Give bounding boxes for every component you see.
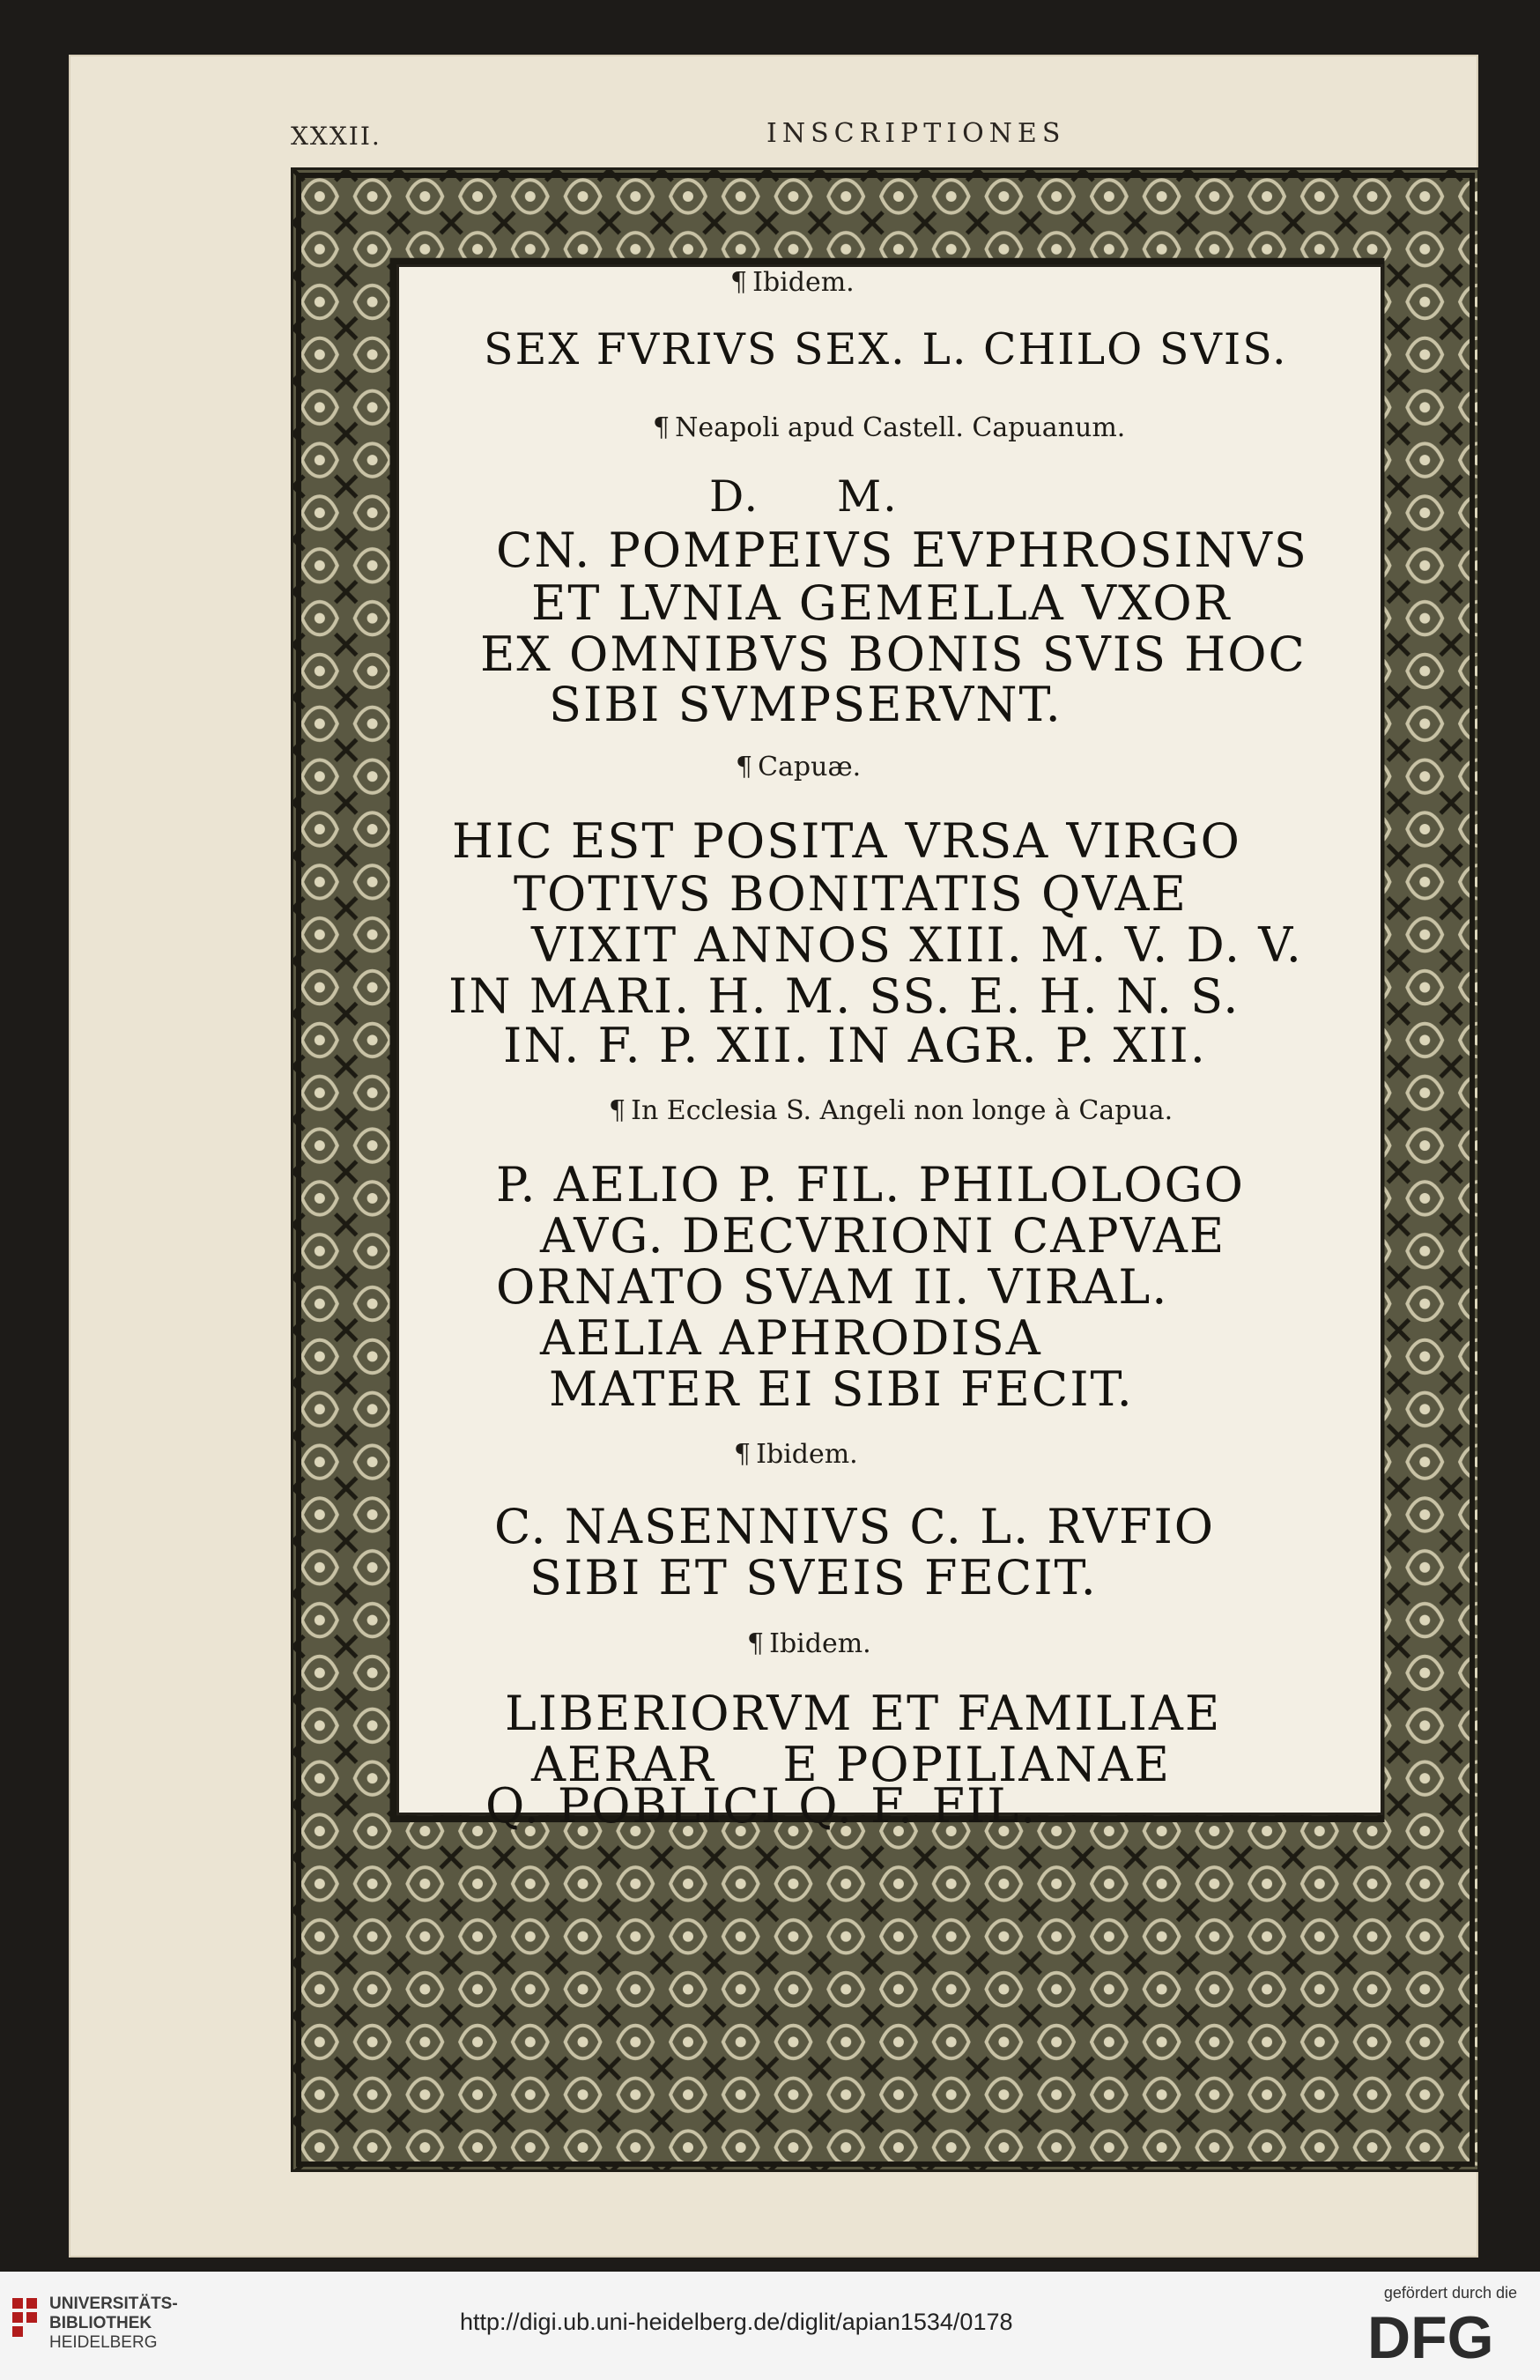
inscription-text <box>399 267 1381 1834</box>
inscription-line: D. M. <box>709 471 899 522</box>
inscription-line: EX OMNIBVS BONIS SVIS HOC <box>480 627 1307 682</box>
inscription-line: AERAR E POPILIANAE <box>531 1737 1172 1792</box>
heading: ¶ Capuæ. <box>736 752 862 782</box>
text-panel <box>396 264 1383 1834</box>
pilcrow-icon: ¶ <box>747 1628 765 1659</box>
inscription-line: LIBERIORVM ET FAMILIAE <box>505 1686 1222 1741</box>
heading: ¶ Ibidem. <box>730 267 855 298</box>
inscription-line: MATER EI SIBI FECIT. <box>549 1361 1134 1417</box>
inscription-line: IN. F. P. XII. IN AGR. P. XII. <box>503 1018 1207 1073</box>
inscription-line: ORNATO SVAM II. VIRAL. <box>496 1259 1169 1315</box>
university-library-logo-icon <box>11 2296 39 2340</box>
page-number: XXXII. <box>291 122 381 151</box>
footer-bar <box>0 2272 1540 2380</box>
inscription-line: CN. POMPEIVS EVPHROSINVS <box>496 523 1308 578</box>
pilcrow-icon: ¶ <box>736 752 753 782</box>
heading: ¶ Ibidem. <box>747 1628 871 1659</box>
inscription-line: SIBI ET SVEIS FECIT. <box>529 1550 1098 1605</box>
inscription-line: P. AELIO P. FIL. PHILOLOGO <box>496 1157 1245 1212</box>
inscription-line: AELIA APHRODISA <box>540 1310 1042 1366</box>
running-head: INSCRIPTIONES <box>766 118 1066 149</box>
heading: ¶ Ibidem. <box>734 1439 858 1470</box>
dfg-logo-text: DFG <box>1367 2305 1494 2367</box>
inscription-line: VIXIT ANNOS XIII. M. V. D. V. <box>531 917 1303 973</box>
heading: ¶ Neapoli apud Castell. Capuanum. <box>653 412 1126 443</box>
inscription-line: Q. POBLICI Q. F. FIL. <box>485 1778 1038 1834</box>
inscription-line: HIC EST POSITA VRSA VIRGO <box>452 813 1241 869</box>
pilcrow-icon: ¶ <box>734 1439 751 1470</box>
dfg-logo <box>1367 2305 1517 2367</box>
inscription-line: ET LVNIA GEMELLA VXOR <box>531 575 1232 631</box>
inscription-line: SEX FVRIVS SEX. L. CHILO SVIS. <box>484 324 1288 374</box>
library-name-line: BIBLIOTHEK <box>49 2314 152 2332</box>
pilcrow-icon: ¶ <box>730 267 748 298</box>
inscription-line: IN MARI. H. M. SS. E. H. N. S. <box>448 968 1240 1024</box>
pilcrow-icon: ¶ <box>653 412 670 443</box>
library-name-line: UNIVERSITÄTS- <box>49 2295 178 2313</box>
source-url-link[interactable]: http://digi.ub.uni-heidelberg.de/diglit/apian1534/0178 <box>460 2309 1013 2335</box>
inscription-line: C. NASENNIVS C. L. RVFIO <box>494 1499 1216 1554</box>
inscription-line: TOTIVS BONITATIS QVAE <box>514 866 1188 922</box>
inscription-line: AVG. DECVRIONI CAPVAE <box>540 1208 1226 1264</box>
heading: ¶ In Ecclesia S. Angeli non longe à Capua. <box>609 1095 1174 1126</box>
library-name-line: HEIDELBERG <box>49 2333 158 2352</box>
funding-label: gefördert durch die <box>1383 2284 1517 2302</box>
pilcrow-icon: ¶ <box>609 1095 626 1126</box>
library-name <box>49 2295 178 2353</box>
inscription-line: SIBI SVMPSERVNT. <box>549 677 1062 732</box>
